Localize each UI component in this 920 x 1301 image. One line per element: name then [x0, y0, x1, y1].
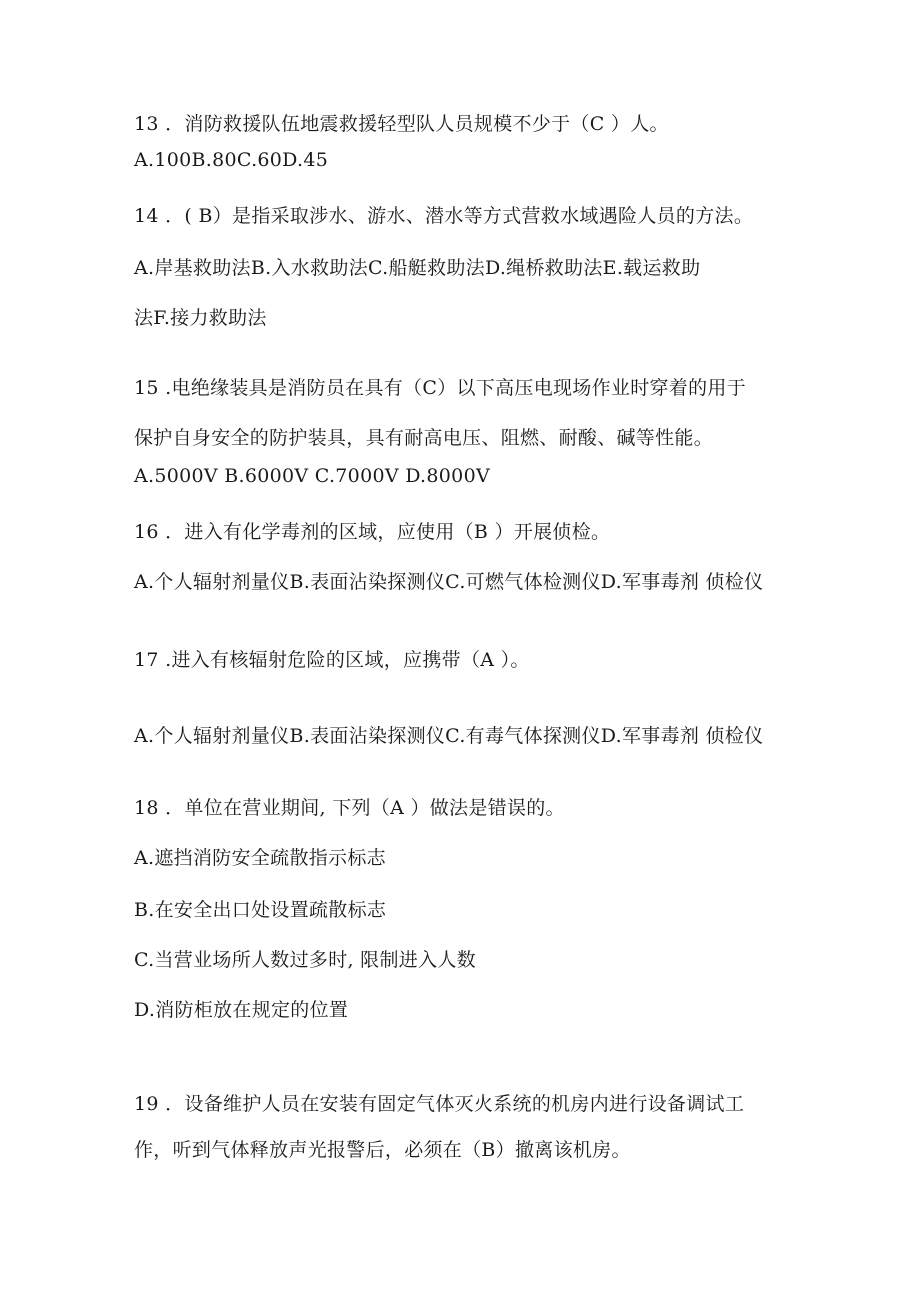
question-18-option-a: A.遮挡消防安全疏散指示标志	[134, 847, 386, 869]
question-18-stem: 18 ．单位在营业期间, 下列（A ）做法是错误的。	[134, 797, 565, 819]
question-18-option-d: D.消防柜放在规定的位置	[134, 999, 349, 1021]
question-16-options: A.个人辐射剂量仪B.表面沾染探测仪C.可燃气体检测仪D.军事毒剂 侦检仪	[134, 571, 764, 593]
question-16-stem: 16 ．进入有化学毒剂的区域，应使用（B ）开展侦检。	[134, 521, 611, 543]
question-19-stem-line-1: 19 ．设备维护人员在安装有固定气体灭火系统的机房内进行设备调试工	[134, 1093, 745, 1115]
question-18-option-b: B.在安全出口处设置疏散标志	[134, 899, 387, 921]
question-17-options: A.个人辐射剂量仪B.表面沾染探测仪C.有毒气体探测仪D.军事毒剂 侦检仪	[134, 725, 764, 747]
question-13-options: A.100B.80C.60D.45	[134, 149, 329, 171]
question-19-stem-line-2: 作，听到气体释放声光报警后，必须在（B）撤离该机房。	[134, 1139, 631, 1161]
question-14-options-line-2: 法F.接力救助法	[134, 307, 267, 329]
question-18-option-c: C.当营业场所人数过多时, 限制进入人数	[134, 949, 476, 971]
question-15-options: A.5000V B.6000V C.7000V D.8000V	[134, 465, 490, 487]
question-15-stem-line-2: 保护自身安全的防护装具，具有耐高电压、阻燃、耐酸、碱等性能。	[134, 427, 714, 449]
question-14-options-line-1: A.岸基救助法B.入水救助法C.船艇救助法D.绳桥救助法E.载运救助	[134, 257, 701, 279]
question-15-stem-line-1: 15 .电绝缘装具是消防员在具有（C）以下高压电现场作业时穿着的用于	[134, 377, 746, 399]
question-13-stem: 13 ．消防救援队伍地震救援轻型队人员规模不少于（C ）人。	[134, 113, 669, 135]
question-14-stem: 14 ．( B）是指采取涉水、游水、潜水等方式营救水域遇险人员的方法。	[134, 205, 754, 227]
question-17-stem: 17 .进入有核辐射危险的区域，应携带（A ）。	[134, 649, 530, 671]
